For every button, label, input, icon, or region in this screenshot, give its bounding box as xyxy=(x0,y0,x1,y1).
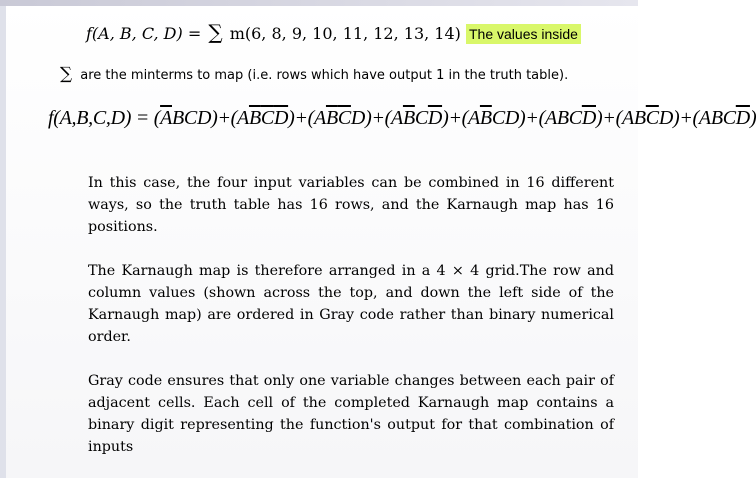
body-text xyxy=(88,172,614,480)
variable: ABC xyxy=(698,107,736,129)
minterm-product: $+(ABC\overline{D})$ xyxy=(679,107,756,129)
complemented-variable: $\overline{B}$ xyxy=(248,107,261,129)
complemented-variable: $\overline{D}$ xyxy=(581,107,596,129)
minterm-product: $+(A\overline{B}\overline{C}\overline{D})$ xyxy=(217,107,295,129)
minterm-product: $+(AB\overline{C}D)$ xyxy=(602,107,680,129)
minterm-product: $+(ABC\overline{D})$ xyxy=(525,107,603,129)
complemented-variable: $\overline{B}$ xyxy=(479,107,492,129)
paragraph: Gray code ensures that only one variable changes between each pair of adjacent cells. Each cell of the completed Karnaugh map contains a binary digit representing the function's output for that combination of inputs xyxy=(88,373,614,455)
expanded-terms xyxy=(154,107,756,129)
minterm-product: $(\overline{A}BCD)$ xyxy=(153,107,218,129)
variable: CD xyxy=(491,107,520,129)
complemented-variable: $\overline{D}$ xyxy=(735,107,750,129)
complemented-variable: $\overline{B}$ xyxy=(325,107,338,129)
complemented-variable: $\overline{B}$ xyxy=(402,107,415,129)
paragraph: In this case, the four input variables can be combined in 16 different ways, so the truth table has 16 rows, and the Karnaugh map has 16 positions. xyxy=(88,175,614,235)
variable: A xyxy=(314,107,326,129)
variable: A xyxy=(468,107,480,129)
top-decoration xyxy=(0,0,638,6)
side-decoration xyxy=(0,6,6,478)
complemented-variable: $\overline{C}$ xyxy=(645,107,659,129)
variable: AB xyxy=(621,107,646,129)
variable: A xyxy=(391,107,403,129)
variable: BCD xyxy=(172,107,212,129)
expanded-lhs: f(A,B,C,D) = xyxy=(48,107,154,129)
variable: C xyxy=(414,107,428,129)
minterm-product: $+(A\overline{B}\overline{C}D)$ xyxy=(294,107,372,129)
complemented-variable: $\overline{C}$ xyxy=(337,107,351,129)
variable: D xyxy=(658,107,673,129)
sigma-symbol: ∑ xyxy=(208,20,223,44)
minterm-list: m(6, 8, 9, 10, 11, 12, 13, 14) xyxy=(229,24,461,43)
equation-lhs: f(A, B, C, D) = xyxy=(86,24,202,43)
expanded-equation xyxy=(48,98,756,138)
variable: ABC xyxy=(544,107,582,129)
sigma-symbol: ∑ xyxy=(60,64,73,84)
variable: A xyxy=(237,107,249,129)
explanation-text: are the minterms to map (i.e. rows which have output 1 in the truth table). xyxy=(80,68,569,83)
complemented-variable: $\overline{D}$ xyxy=(273,107,289,129)
minterm-explanation xyxy=(60,59,568,89)
function-equation xyxy=(86,12,581,52)
paragraph: The Karnaugh map is therefore arranged in a 4 × 4 grid.The row and column values (shown across the top, and down the left side of the Karnaugh map) are ordered in Gray code rather than binary numerical order. xyxy=(88,263,614,345)
complemented-variable: $\overline{D}$ xyxy=(427,107,443,129)
minterm-product: $+(A\overline{B}CD)$ xyxy=(448,107,526,129)
minterm-product: $+(A\overline{B}C\overline{D})$ xyxy=(371,107,449,129)
complemented-variable: $\overline{C}$ xyxy=(260,107,274,129)
highlighted-note: The values inside xyxy=(466,24,581,44)
variable: D xyxy=(350,107,366,129)
complemented-variable: $\overline{A}$ xyxy=(160,107,172,129)
